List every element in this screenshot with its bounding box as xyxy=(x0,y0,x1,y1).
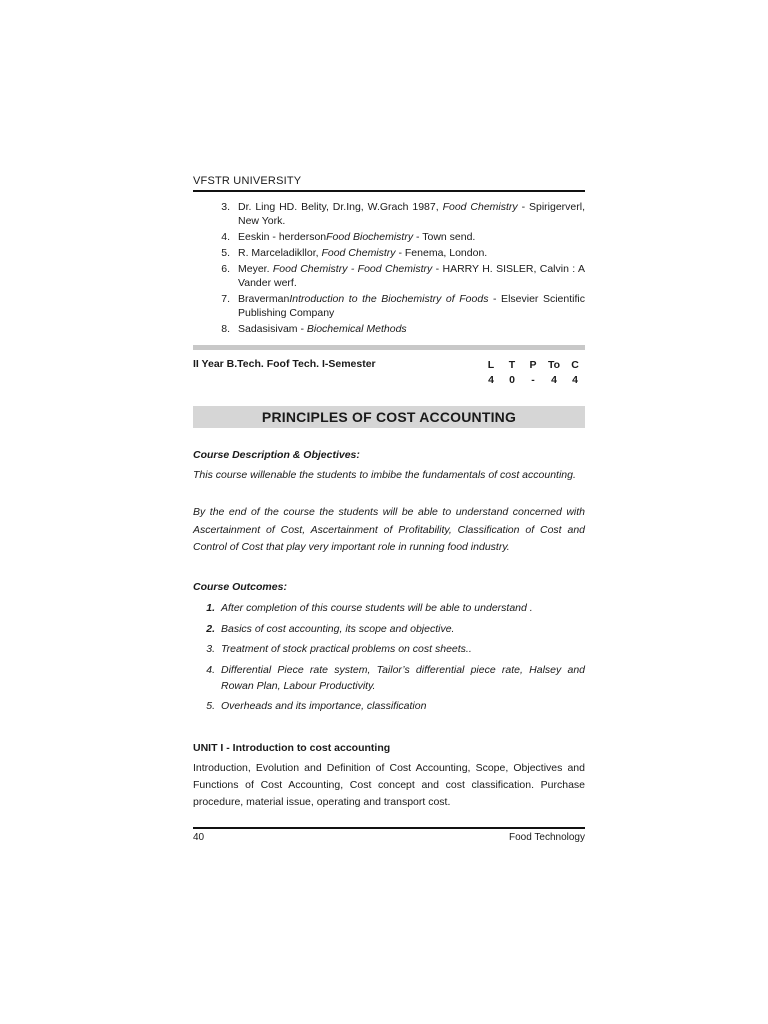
outcome-number: 3. xyxy=(206,643,215,655)
outcome-item xyxy=(193,621,585,637)
footer-rule xyxy=(193,827,585,829)
header-rule xyxy=(193,190,585,192)
ltp-header: L xyxy=(487,359,495,371)
unit-heading: UNIT I - Introduction to cost accounting xyxy=(193,742,391,754)
course-title: PRINCIPLES OF COST ACCOUNTING xyxy=(261,409,517,425)
outcome-text: Basics of cost accounting, its scope and objective. xyxy=(221,622,455,635)
ltp-table xyxy=(481,358,585,388)
outcome-item xyxy=(193,662,585,694)
outcome-number: 5. xyxy=(206,700,215,712)
description-heading: Course Description & Objectives: xyxy=(193,449,360,461)
outcome-number: 1. xyxy=(206,602,215,614)
ltp-value: 0 xyxy=(509,374,515,386)
reference-text: - Town send. xyxy=(413,231,476,243)
reference-title: Food Chemistry xyxy=(442,201,518,213)
outcome-text: Differential Piece rate system, Tailor’s differential piece rate, Halsey and Rowan Plan, Labour Productivity. xyxy=(221,663,585,692)
reference-title: Biochemical Methods xyxy=(306,323,407,335)
description-paragraph: By the end of the course the students will be able to understand concerned with Ascertainment of Cost, Ascertainment of Profitability, Classification of Cost and Control of Cost that play very important role in running food industry. xyxy=(193,506,585,553)
reference-text: - Spirigerverl, New York. xyxy=(238,201,585,227)
ltp-value: - xyxy=(531,374,535,386)
reference-number: 7. xyxy=(221,293,230,305)
reference-text: Meyer. xyxy=(238,263,273,275)
reference-text: R. Marceladikllor, xyxy=(238,247,322,259)
unit-body: Introduction, Evolution and Definition of Cost Accounting, Scope, Objectives and Functions of Cost Accounting, Cost concept and cost classification. Purchase procedure, material issue, operating and transport cost. xyxy=(193,762,585,808)
semester-label: II Year B.Tech. Foof Tech. I-Semester xyxy=(193,358,376,370)
outcome-text: Treatment of stock practical problems on cost sheets.. xyxy=(221,643,472,655)
outcome-number: 4. xyxy=(206,663,215,676)
reference-text: Braverman xyxy=(238,293,290,305)
outcome-item xyxy=(193,698,585,714)
reference-title: Food Chemistry xyxy=(321,247,396,259)
outcomes-list xyxy=(193,600,585,719)
reference-text: Sadasisivam - xyxy=(238,323,307,335)
reference-number: 6. xyxy=(221,263,230,275)
ltp-value-row xyxy=(481,373,585,388)
reference-item xyxy=(193,246,585,260)
reference-text: Eeskin - herderson xyxy=(238,231,327,243)
ltp-value: 4 xyxy=(551,374,557,386)
running-header: VFSTR UNIVERSITY xyxy=(193,175,302,187)
outcome-item xyxy=(193,600,585,616)
ltp-header: T xyxy=(508,359,516,371)
section-separator xyxy=(193,345,585,350)
ltp-header: C xyxy=(571,359,579,371)
reference-title: Food Biochemistry xyxy=(326,231,414,243)
ltp-value: 4 xyxy=(572,374,578,386)
reference-number: 4. xyxy=(221,231,230,243)
reference-text: - Elsevier Scientific Publishing Company xyxy=(238,293,585,319)
outcome-text: After completion of this course students will be able to understand . xyxy=(221,602,533,614)
outcome-item xyxy=(193,641,585,657)
course-title-band xyxy=(193,406,585,428)
page-number: 40 xyxy=(193,832,205,843)
reference-text: - HARRY H. SISLER, Calvin : A Vander werf. xyxy=(238,263,585,289)
ltp-header-row xyxy=(481,358,585,373)
ltp-value: 4 xyxy=(488,374,494,386)
ltp-header: To xyxy=(547,359,561,371)
reference-item xyxy=(193,292,585,320)
description-paragraph: This course willenable the students to imbibe the fundamentals of cost accounting. xyxy=(193,469,576,481)
reference-item xyxy=(193,230,585,244)
footer-department: Food Technology xyxy=(509,832,585,843)
reference-title: Food Chemistry - Food Chemistry xyxy=(272,263,433,275)
reference-number: 3. xyxy=(221,201,230,213)
reference-item xyxy=(193,262,585,290)
reference-item xyxy=(193,200,585,228)
outcome-number: 2. xyxy=(206,622,215,635)
reference-text: Dr. Ling HD. Belity, Dr.Ing, W.Grach 1987, xyxy=(238,201,443,213)
outcome-text: Overheads and its importance, classification xyxy=(221,700,427,712)
reference-text: - Fenema, London. xyxy=(395,247,488,259)
outcomes-heading: Course Outcomes: xyxy=(193,581,287,593)
ltp-header: P xyxy=(529,359,537,371)
reference-list xyxy=(193,200,585,338)
reference-number: 5. xyxy=(221,247,230,259)
reference-title: Introduction to the Biochemistry of Foods xyxy=(289,293,489,305)
reference-item xyxy=(193,322,585,336)
reference-number: 8. xyxy=(221,323,230,335)
